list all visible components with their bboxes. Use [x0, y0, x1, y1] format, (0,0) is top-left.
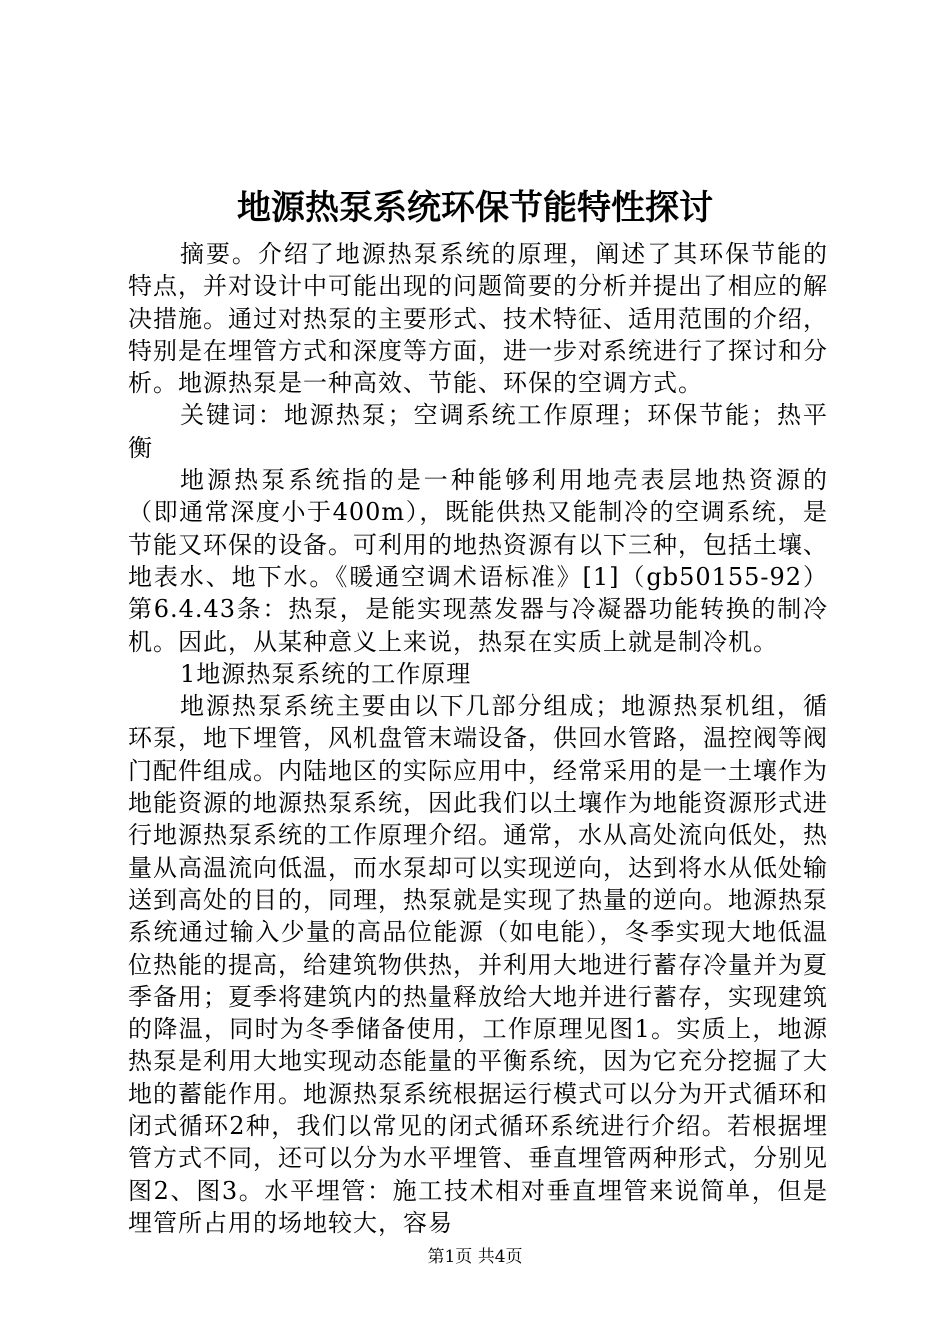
section-heading: 1地源热泵系统的工作原理	[180, 659, 472, 688]
page-number-footer: 第1页 共4页	[427, 1247, 523, 1267]
keywords-paragraph: 关键词：地源热泵；空调系统工作原理；环保节能；热平衡	[128, 401, 828, 462]
document-title: 地源热泵系统环保节能特性探讨	[237, 188, 713, 228]
intro-paragraph: 地源热泵系统指的是一种能够利用地壳表层地热资源的（即通常深度小于400m），既能供热又能制冷的空调系统，是节能又环保的设备。可利用的地热资源有以下三种，包括土壤、地表水、地下水。《暖通空调术语标准》[1]（gb50155-92）第6.4.43条：热泵，是能实现蒸发器与冷凝器功能转换的制冷机。因此，从某种意义上来说，热泵在实质上就是制冷机。	[128, 466, 828, 656]
principle-paragraph: 地源热泵系统主要由以下几部分组成；地源热泵机组，循环泵，地下埋管，风机盘管末端设备，供回水管路，温控阀等阀门配件组成。内陆地区的实际应用中，经常采用的是一土壤作为地能资源的地源热泵系统，因此我们以土壤作为地能资源形式进行地源热泵系统的工作原理介绍。通常，水从高处流向低处，热量从高温流向低温，而水泵却可以实现逆向，达到将水从低处输送到高处的目的，同理，热泵就是实现了热量的逆向。地源热泵系统通过输入少量的高品位能源（如电能），冬季实现大地低温位热能的提高，给建筑物供热，并利用大地进行蓄存冷量并为夏季备用；夏季将建筑内的热量释放给大地并进行蓄存，实现建筑的降温，同时为冬季储备使用，工作原理见图1。实质上，地源热泵是利用大地实现动态能量的平衡系统，因为它充分挖掘了大地的蓄能作用。地源热泵系统根据运行模式可以分为开式循环和闭式循环2种，我们以常见的闭式循环系统进行介绍。若根据埋管方式不同，还可以分为水平埋管、垂直埋管两种形式，分别见图2、图3。水平埋管：施工技术相对垂直埋管来说简单，但是埋管所占用的场地较大，容易	[128, 692, 828, 1237]
document-body	[128, 238, 828, 1239]
abstract-paragraph: 摘要。介绍了地源热泵系统的原理，阐述了其环保节能的特点，并对设计中可能出现的问题简要的分析并提出了相应的解决措施。通过对热泵的主要形式、技术特征、适用范围的介绍，特别是在埋管方式和深度等方面，进一步对系统进行了探讨和分析。地源热泵是一种高效、节能、环保的空调方式。	[128, 240, 828, 398]
